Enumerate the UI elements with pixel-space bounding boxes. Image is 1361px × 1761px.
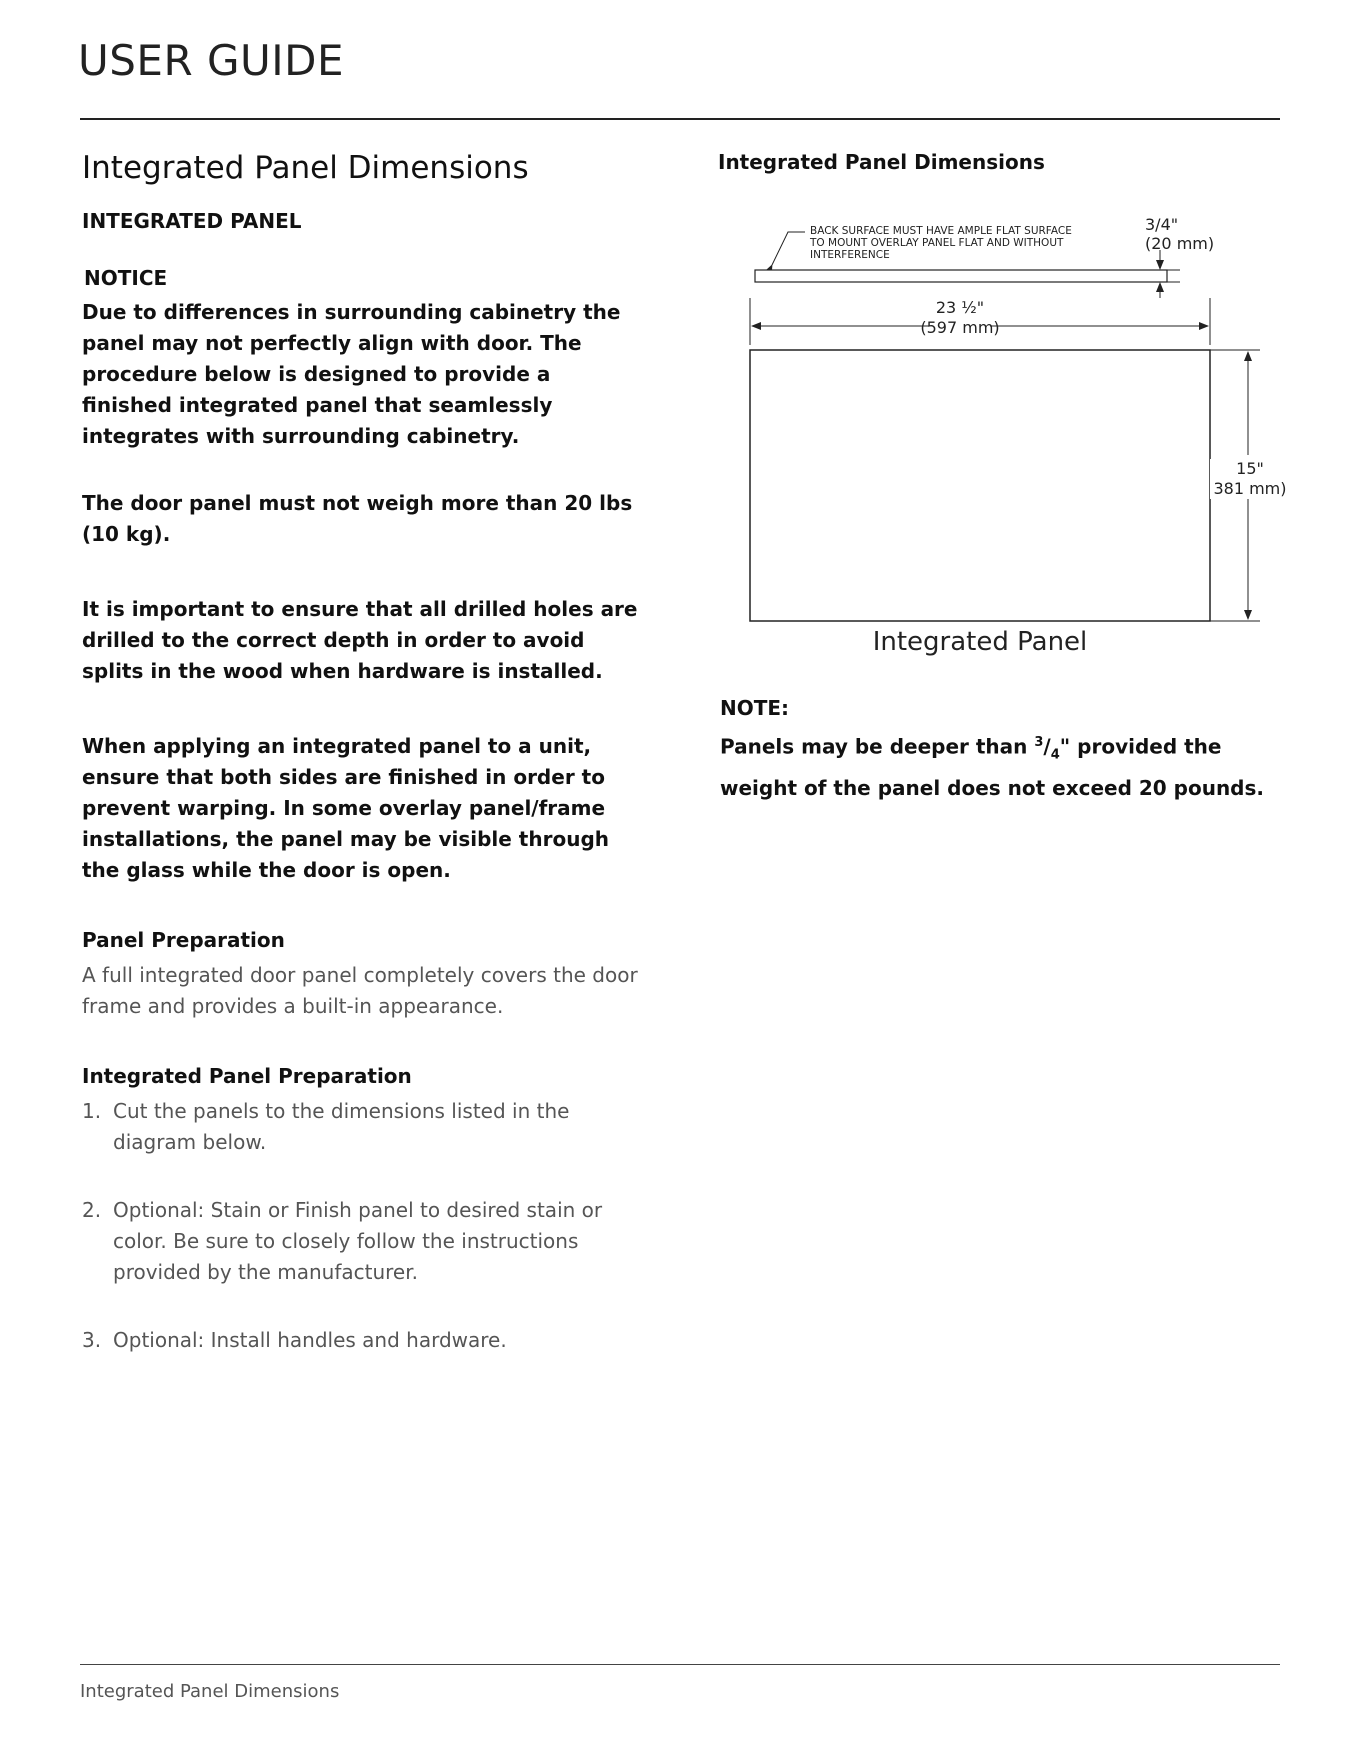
note-text-start: Panels may be deeper than <box>720 734 1035 759</box>
step-number: 3. <box>82 1328 102 1352</box>
panel-preparation-text: A full integrated door panel completely covers the door frame and provides a built-in appearance. <box>82 963 638 1018</box>
notice-label: NOTICE <box>84 266 168 290</box>
height-inches: 15" <box>1236 459 1264 478</box>
note-block <box>720 696 1280 805</box>
fraction-slash: / <box>1043 734 1051 759</box>
step-number: 1. <box>82 1099 102 1123</box>
footer-text: Integrated Panel Dimensions <box>80 1681 340 1702</box>
notice-paragraph: It is important to ensure that all drilled holes are drilled to the correct depth in order to avoid splits in the wood when hardware is installed. <box>82 597 638 683</box>
fraction-numerator: 3 <box>1034 735 1044 750</box>
page-header-title: USER GUIDE <box>78 36 345 85</box>
panel-front-view <box>750 350 1210 621</box>
panel-preparation-heading: Panel Preparation <box>82 928 285 952</box>
right-column <box>718 150 1278 174</box>
back-surface-note-line: INTERFERENCE <box>810 249 890 261</box>
header-divider <box>80 118 1280 120</box>
step-item <box>82 1195 642 1288</box>
step-text: Optional: Install handles and hardware. <box>113 1328 507 1352</box>
height-mm: 381 mm) <box>1213 479 1287 498</box>
back-surface-note-line: TO MOUNT OVERLAY PANEL FLAT AND WITHOUT <box>810 237 1064 249</box>
notice-paragraph: When applying an integrated panel to a unit, ensure that both sides are finished in order to prevent warping. In some overlay panel/frame installations, the panel may be visible through the glass while the door is open. <box>82 734 609 882</box>
diagram-title: Integrated Panel Dimensions <box>718 150 1045 174</box>
panel-dimensions-diagram <box>740 195 1300 665</box>
footer-divider <box>80 1664 1280 1665</box>
thickness-label <box>1145 215 1214 253</box>
preparation-steps <box>82 1096 642 1356</box>
step-text: Cut the panels to the dimensions listed in the diagram below. <box>113 1099 570 1154</box>
step-item <box>82 1325 642 1356</box>
note-leader-line <box>772 232 805 265</box>
integrated-panel-preparation-heading: Integrated Panel Preparation <box>82 1064 412 1088</box>
inch-mark: " <box>1059 734 1071 759</box>
left-column <box>82 150 642 1356</box>
back-surface-note <box>810 225 1072 261</box>
notice-paragraph: The door panel must not weigh more than 20 lbs (10 kg). <box>82 491 633 546</box>
back-surface-note-line: BACK SURFACE MUST HAVE AMPLE FLAT SURFACE <box>810 225 1072 237</box>
fraction-denominator: 4 <box>1050 747 1060 763</box>
width-inches: 23 ½" <box>935 298 985 317</box>
width-mm: (597 mm) <box>920 318 1000 337</box>
section-heading: Integrated Panel Dimensions <box>82 150 529 186</box>
diagram-drawing <box>740 195 1300 665</box>
integrated-panel-caption: Integrated Panel <box>872 627 1088 657</box>
step-item <box>82 1096 642 1158</box>
notice-paragraph: Due to differences in surrounding cabinetry the panel may not perfectly align with door. The procedure below is designed to provide a finished integrated panel that seamlessly integrates with surrounding cabinetry. <box>82 300 621 448</box>
step-text: Optional: Stain or Finish panel to desired stain or color. Be sure to closely follow the instructions provided by the manufacturer. <box>113 1198 603 1284</box>
thickness-inches: 3/4" <box>1145 215 1179 234</box>
width-label <box>900 298 1020 338</box>
integrated-panel-subheading: INTEGRATED PANEL <box>82 209 302 233</box>
height-label <box>1210 459 1290 499</box>
step-number: 2. <box>82 1198 102 1222</box>
note-text <box>720 726 1280 805</box>
thickness-mm: (20 mm) <box>1145 234 1215 253</box>
panel-side-view <box>755 270 1167 282</box>
note-label: NOTE: <box>720 696 790 720</box>
note-text-end: provided the weight of the panel does not exceed 20 pounds. <box>720 734 1265 800</box>
